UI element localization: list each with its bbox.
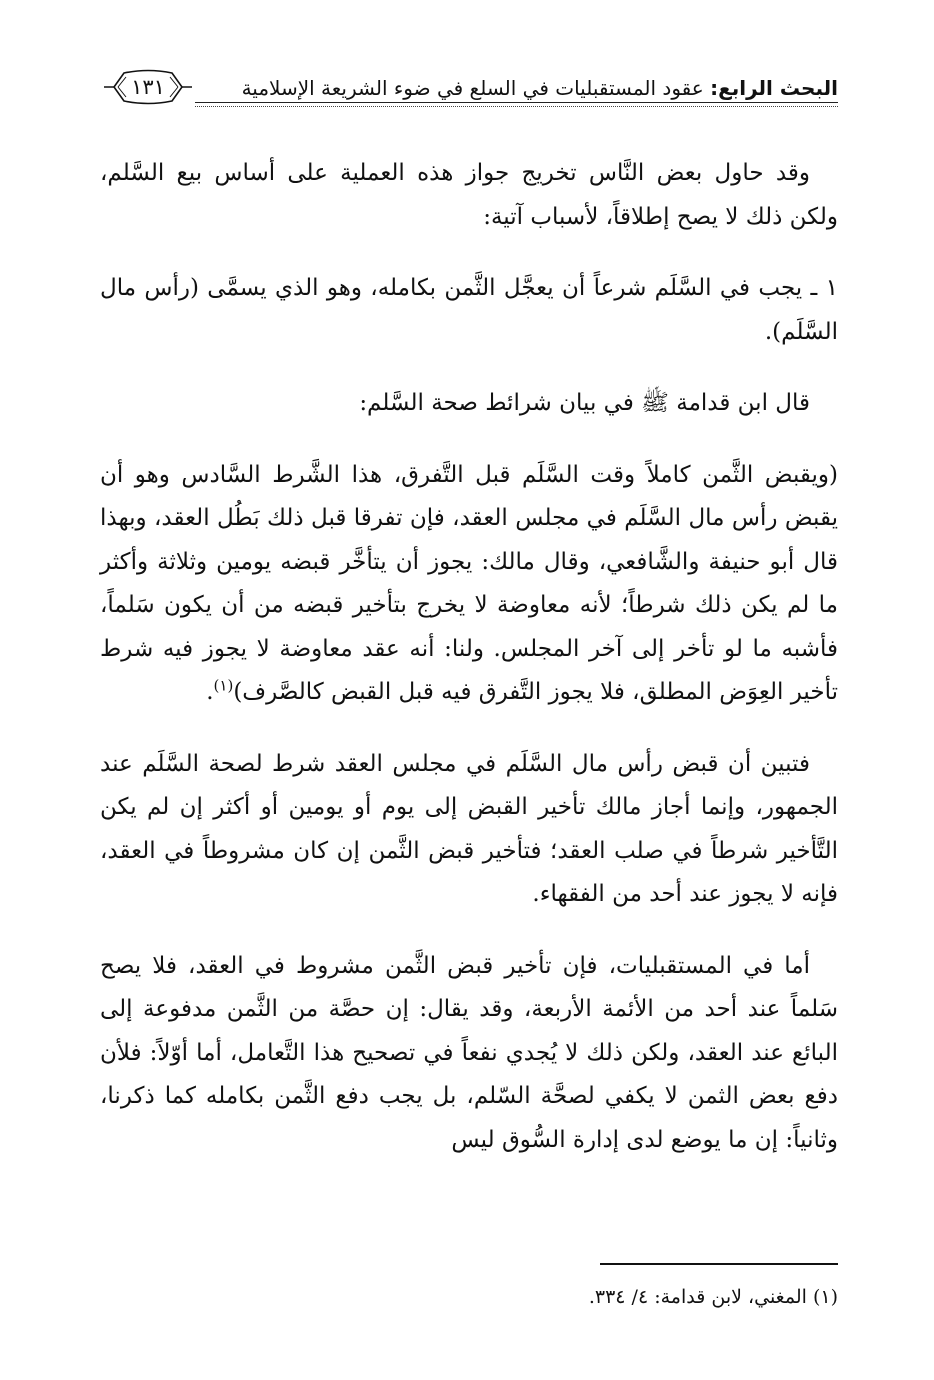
- paragraph-4: [100, 454, 838, 715]
- header-title: عقود المستقبليات في السلع في ضوء الشريعة الإسلامية: [241, 76, 704, 100]
- body-text: [100, 152, 838, 1190]
- page-number-badge: [100, 66, 196, 108]
- running-title: [242, 76, 838, 100]
- quote-end: .: [206, 679, 214, 705]
- paragraph-1: وقد حاول بعض النَّاس تخريج جواز هذه العملية على أساس بيع السَّلم، ولكن ذلك لا يصح إطلاقاً، لأسباب آتية:: [100, 160, 838, 230]
- section-label: البحث الرابع:: [710, 76, 838, 100]
- page-header: [100, 66, 838, 110]
- header-rule: [195, 102, 838, 103]
- paragraph-2: ١ ـ يجب في السَّلَم شرعاً أن يعجَّل الثَّمن بكامله، وهو الذي يسمَّى (رأس مال السَّلَم).: [100, 275, 838, 345]
- paragraph-3: قال ابن قدامة ﷺ في بيان شرائط صحة السَّلم:: [359, 390, 810, 416]
- paragraph-5: فتبين أن قبض رأس مال السَّلَم في مجلس العقد شرط لصحة السَّلَم عند الجمهور، وإنما أجاز مالك تأخير القبض إلى يوم أو يومين أو أكثر إن لم يكن التَّأخير شرطاً في صلب العقد؛ فتأخير قبض الثَّمن إن كان مشروطاً في العقد، فإنه لا يجوز عند أحد من الفقهاء.: [100, 750, 838, 907]
- paragraph-6: أما في المستقبليات، فإن تأخير قبض الثَّمن مشروط في العقد، فلا يصح سَلماً عند أحد من الأئمة الأربعة، وقد يقال: إن حصَّة من الثَّمن مدفوعة إلى البائع عند العقد، ولكن ذلك لا يُجدي نفعاً في تصحيح هذا التَّعامل، أما أوّلاً: فلأن دفع بعض الثمن لا يكفي لصحَّة السّلم، بل يجب دفع الثَّمن بكامله كما ذكرنا، وثانياً: إن ما يوضع لدى إدارة السُّوق ليس: [100, 952, 838, 1153]
- header-rule-dotted: [195, 106, 838, 107]
- quote-text: (ويقبض الثَّمن كاملاً وقت السَّلَم قبل التَّفرق، هذا الشَّرط السَّادس وهو أن يقبض رأس مال السَّلَم في مجلس العقد، فإن تفرقا قبل ذلك بَطُل العقد، وبهذا قال أبو حنيفة والشَّافعي، وقال مالك: يجوز أن يتأخَّر قبضه يومين وثلاثة وأكثر ما لم يكن ذلك شرطاً؛ لأنه معاوضة لا يخرج بتأخير قبضه من أن يكون سَلماً، فأشبه ما لو تأخر إلى آخر المجلس. ولنا: أنه عقد معاوضة لا يجوز فيه شرط تأخير العِوَض المطلق، فلا يجوز التَّفرق فيه قبل القبض كالصَّرف): [100, 461, 838, 705]
- footnote-1: (١) المغني، لابن قدامة: ٤/ ٣٣٤.: [588, 1286, 838, 1308]
- footnote-separator: [600, 1263, 838, 1265]
- footnote-ref-1[interactable]: (١): [213, 676, 234, 695]
- page-number: ١٣١: [131, 75, 165, 99]
